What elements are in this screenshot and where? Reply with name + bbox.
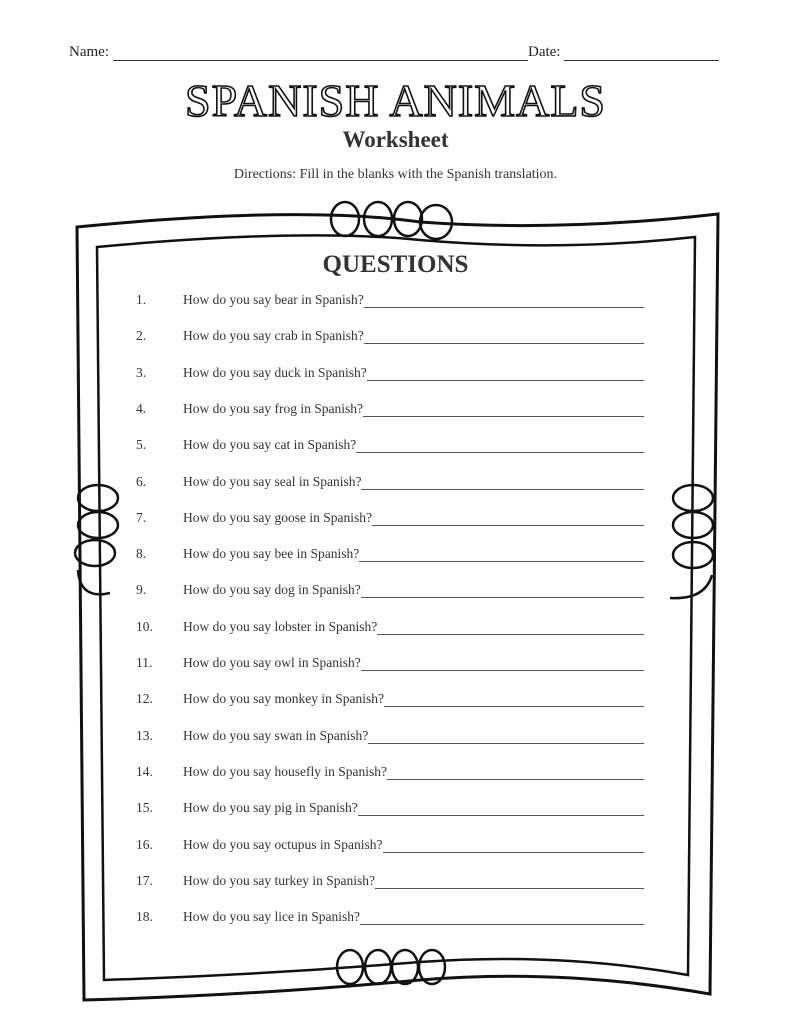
answer-blank[interactable]: [360, 910, 644, 925]
question-row: [136, 655, 644, 671]
question-row: [136, 764, 644, 780]
question-row: [136, 800, 644, 816]
question-row: [136, 909, 644, 925]
question-text: How do you say bee in Spanish?: [183, 546, 360, 562]
answer-blank[interactable]: [361, 475, 644, 490]
question-number: 5.: [136, 437, 147, 453]
question-text: How do you say swan in Spanish?: [183, 727, 369, 743]
answer-blank[interactable]: [361, 656, 644, 671]
question-text: How do you say cat in Spanish?: [183, 437, 357, 453]
question-number: 7.: [136, 509, 147, 525]
question-number: 13.: [136, 727, 153, 743]
question-row: [136, 837, 644, 853]
question-number: 14.: [136, 763, 153, 779]
answer-blank[interactable]: [359, 547, 644, 562]
question-number: 8.: [136, 546, 147, 562]
question-row: [136, 873, 644, 889]
question-number: 15.: [136, 800, 153, 816]
question-text: How do you say octupus in Spanish?: [183, 836, 383, 852]
date-label: Date:: [527, 44, 561, 60]
question-text: How do you say bear in Spanish?: [183, 292, 364, 307]
answer-blank[interactable]: [364, 329, 644, 344]
question-number: 12.: [136, 691, 153, 707]
worksheet-title: SPANISH ANIMALS: [184, 75, 607, 126]
question-text: How do you say lice in Spanish?: [183, 909, 360, 925]
question-text: How do you say pig in Spanish?: [183, 800, 358, 816]
answer-blank[interactable]: [367, 366, 644, 381]
question-row: [136, 365, 644, 381]
answer-blank[interactable]: [368, 729, 644, 744]
questions-heading: QUESTIONS: [322, 251, 469, 278]
question-row: [136, 328, 644, 344]
question-row: [136, 474, 644, 490]
top-swirl-icon: [331, 202, 452, 239]
question-row: [136, 691, 644, 707]
question-number: 6.: [136, 473, 147, 489]
question-text: How do you say monkey in Spanish?: [183, 691, 384, 707]
answer-blank[interactable]: [377, 620, 644, 635]
question-row: [136, 292, 644, 308]
question-text: How do you say frog in Spanish?: [183, 400, 363, 416]
question-number: 16.: [136, 836, 153, 852]
question-text: How do you say housefly in Spanish?: [183, 763, 387, 779]
answer-blank[interactable]: [375, 874, 644, 889]
question-text: How do you say duck in Spanish?: [183, 364, 367, 380]
question-text: How do you say crab in Spanish?: [183, 328, 364, 344]
answer-blank[interactable]: [358, 801, 644, 816]
question-row: [136, 510, 644, 526]
answer-blank[interactable]: [384, 692, 644, 707]
question-text: How do you say lobster in Spanish?: [183, 618, 378, 634]
answer-blank[interactable]: [363, 402, 644, 417]
question-number: 1.: [136, 292, 147, 307]
question-number: 10.: [136, 618, 153, 634]
name-label: Name:: [69, 44, 109, 60]
question-number: 2.: [136, 328, 147, 344]
question-text: How do you say turkey in Spanish?: [183, 872, 375, 888]
answer-blank[interactable]: [387, 765, 644, 780]
question-text: How do you say owl in Spanish?: [183, 655, 361, 670]
question-row: [136, 582, 644, 598]
question-row: [136, 401, 644, 417]
question-number: 4.: [136, 400, 147, 416]
answer-blank[interactable]: [383, 838, 645, 853]
answer-blank[interactable]: [361, 583, 644, 598]
question-row: [136, 728, 644, 744]
question-number: 11.: [136, 655, 153, 670]
question-number: 3.: [136, 364, 147, 380]
question-row: [136, 437, 644, 453]
question-text: How do you say goose in Spanish?: [183, 509, 372, 525]
question-row: [136, 546, 644, 562]
question-row: [136, 619, 644, 635]
worksheet-subtitle: Worksheet: [342, 127, 449, 152]
question-text: How do you say dog in Spanish?: [183, 582, 361, 598]
answer-blank[interactable]: [364, 293, 644, 308]
directions: Directions: Fill in the blanks with the Spanish translation.: [233, 167, 558, 182]
inner-frame: [97, 235, 695, 980]
question-text: How do you say seal in Spanish?: [183, 473, 362, 489]
question-number: 17.: [136, 872, 153, 888]
answer-blank[interactable]: [372, 511, 644, 526]
question-number: 9.: [136, 582, 147, 598]
question-number: 18.: [136, 909, 153, 925]
answer-blank[interactable]: [356, 438, 644, 453]
